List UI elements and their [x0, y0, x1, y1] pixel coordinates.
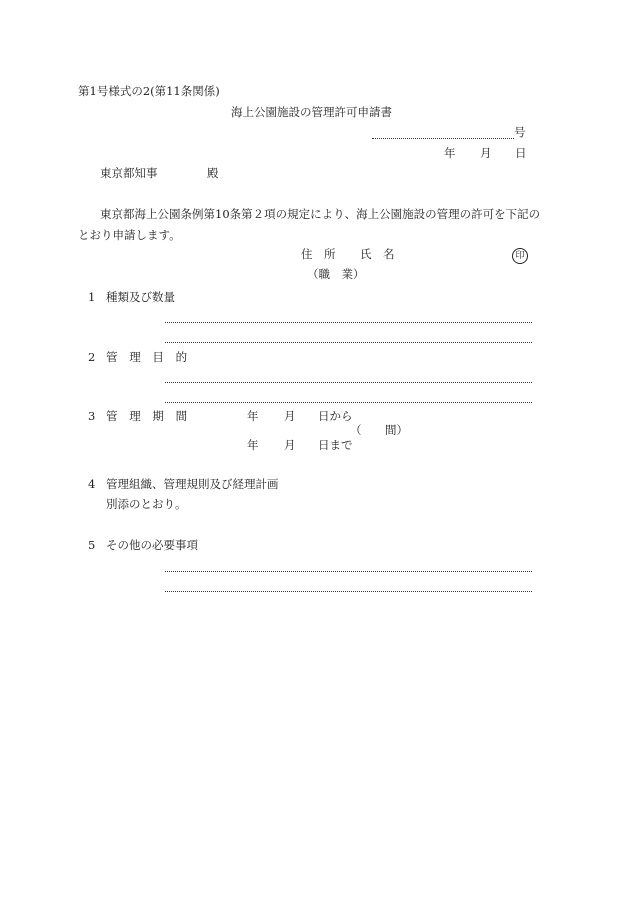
period-from-year: 年 [247, 409, 259, 423]
date-month: 月 [480, 146, 492, 160]
form-number: 第1号様式の2(第11条関係) [78, 84, 220, 98]
item-5-blank-2 [165, 591, 532, 592]
period-to-day: 日まで [318, 438, 353, 452]
item-3-label: 管 理 期 間 [106, 409, 192, 423]
item-4-note: 別添のとおり。 [106, 497, 187, 511]
item-2-number: 2 [88, 350, 96, 364]
occupation-label: （職 業） [307, 267, 365, 281]
item-2-blank-2 [165, 402, 532, 403]
item-1-blank-1 [165, 322, 532, 323]
date-day: 日 [515, 146, 527, 160]
body-line-2: とおり申請します。 [78, 228, 181, 242]
seal-icon: 印 [512, 248, 528, 264]
date-year: 年 [444, 146, 456, 160]
period-duration-open: （ [350, 423, 362, 437]
address-label: 住 所 [301, 247, 336, 261]
item-5-blank-1 [165, 571, 532, 572]
period-from-month: 月 [284, 409, 296, 423]
addressee-honorific: 殿 [207, 166, 219, 180]
period-to-month: 月 [284, 438, 296, 452]
item-2-blank-1 [165, 382, 532, 383]
item-4-label: 管理組織、管理規則及び経理計画 [106, 477, 279, 491]
addressee-name: 東京都知事 [100, 166, 158, 180]
item-1-number: 1 [88, 290, 96, 304]
item-1-label: 種類及び数量 [106, 290, 175, 304]
item-3-number: 3 [88, 409, 96, 423]
item-5-label: その他の必要事項 [106, 538, 198, 552]
item-5-number: 5 [88, 538, 96, 552]
period-to-year: 年 [247, 438, 259, 452]
number-blank [372, 138, 514, 139]
name-label: 氏 名 [360, 247, 395, 261]
period-from-day: 日から [318, 409, 353, 423]
body-line-1: 東京都海上公園条例第10条第２項の規定により、海上公園施設の管理の許可を下記の [100, 207, 541, 221]
period-duration-unit: 間） [385, 423, 408, 437]
item-1-blank-2 [165, 342, 532, 343]
item-4-number: 4 [88, 477, 96, 491]
number-suffix: 号 [514, 125, 526, 139]
form-title: 海上公園施設の管理許可申請書 [231, 105, 392, 119]
item-2-label: 管 理 目 的 [106, 350, 192, 364]
